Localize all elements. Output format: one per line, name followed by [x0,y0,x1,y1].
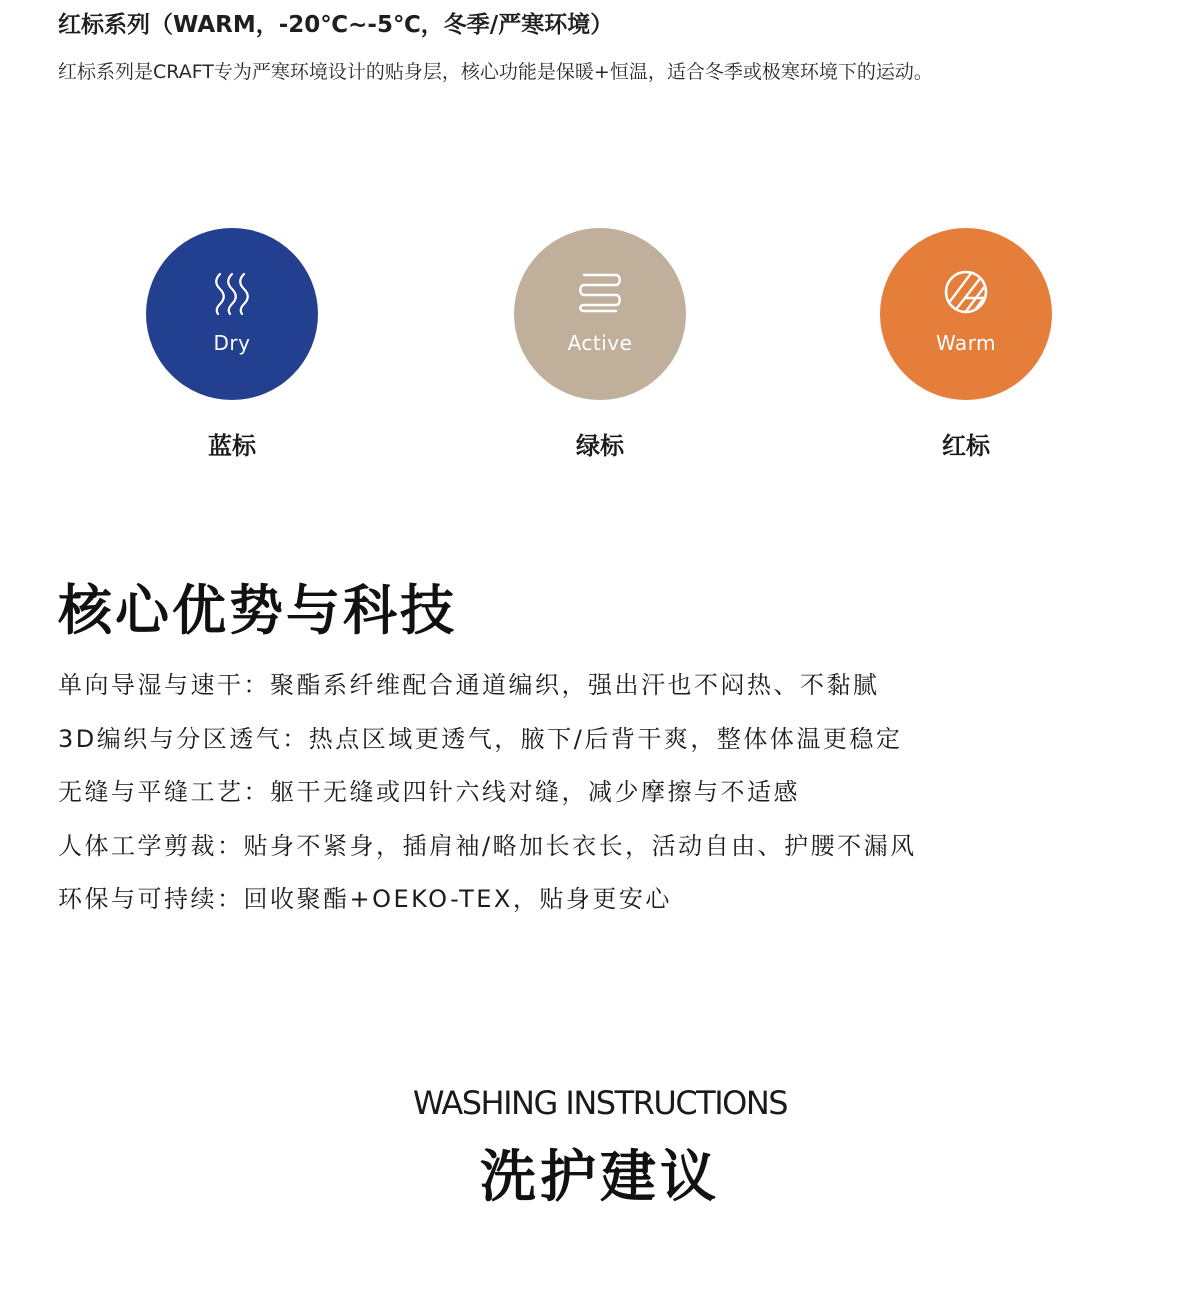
feature-list [58,665,917,933]
badge-active-label: 绿标 [576,432,624,460]
layered-lines-icon [576,268,624,316]
feature-item: 单向导湿与速干：聚酯系纤维配合通道编织，强出汗也不闷热、不黏腻 [58,671,880,699]
badge-dry-label: 蓝标 [208,432,256,460]
badge-active-name: Active [567,331,633,355]
feature-item: 环保与可持续：回收聚酯+OEKO-TEX，贴身更安心 [58,885,672,913]
series-title: 红标系列（WARM，-20℃~-5℃，冬季/严寒环境） [58,12,614,38]
badge-dry-circle [146,228,318,400]
badge-warm-name: Warm [935,331,997,355]
striped-circle-icon [942,268,990,316]
badge-dry-name: Dry [213,331,251,355]
feature-item: 人体工学剪裁：贴身不紧身，插肩袖/略加长衣长，活动自由、护腰不漏风 [58,831,917,860]
badge-active [514,228,686,461]
core-section-title: 核心优势与科技 [58,579,457,642]
badge-warm-circle [880,228,1052,400]
washing-title-cn: 洗护建议 [480,1145,720,1210]
washing-title-en: WASHING INSTRUCTIONS [412,1084,788,1122]
feature-item: 无缝与平缝工艺：躯干无缝或四针六线对缝，减少摩擦与不适感 [58,778,800,806]
badge-warm [880,228,1052,461]
feature-item: 3D编织与分区透气：热点区域更透气，腋下/后背干爽，整体体温更稳定 [58,724,903,753]
series-description: 红标系列是CRAFT专为严寒环境设计的贴身层，核心功能是保暖+恒温，适合冬季或极寒环境下的运动。 [58,61,933,83]
badge-active-circle [514,228,686,400]
badge-warm-label: 红标 [942,432,990,460]
heat-waves-icon [208,268,256,316]
badge-dry [146,228,318,461]
